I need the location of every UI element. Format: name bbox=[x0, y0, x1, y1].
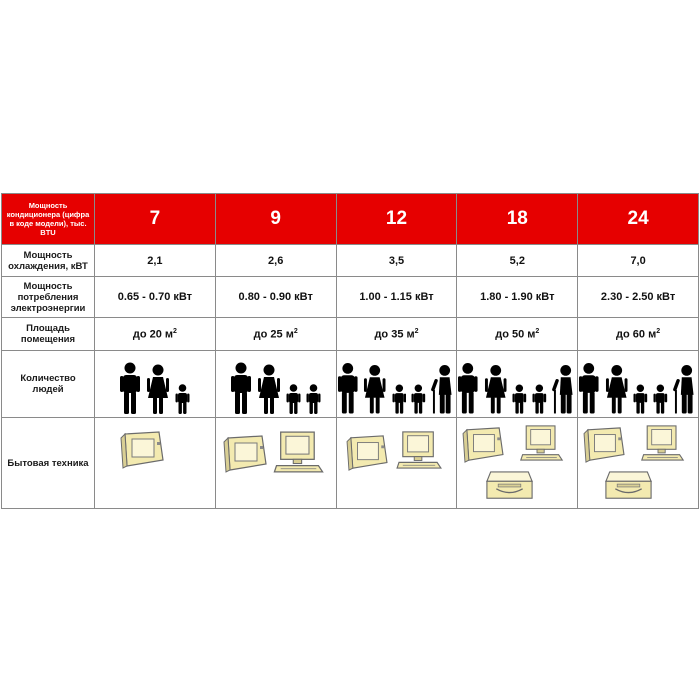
area-value: до 60 $м^2$ bbox=[578, 318, 699, 351]
man-icon bbox=[337, 362, 359, 414]
people-cell bbox=[336, 351, 457, 418]
tv-icon bbox=[222, 434, 268, 474]
area-value: до 25 $м^2$ bbox=[215, 318, 336, 351]
child-icon bbox=[532, 384, 547, 414]
cooling-label: Мощность охлаждения, кВТ bbox=[2, 245, 95, 277]
woman-icon bbox=[146, 364, 170, 414]
consumption-row bbox=[2, 277, 699, 318]
cooling-value: 5,2 bbox=[457, 245, 578, 277]
appliances-cell bbox=[215, 418, 336, 509]
child-icon bbox=[306, 384, 321, 414]
child-icon bbox=[633, 384, 648, 414]
consumption-value: 2.30 - 2.50 кВт bbox=[578, 277, 699, 318]
header-label: Мощность кондиционера (цифра в коде модели), тыс. BTU bbox=[2, 194, 95, 245]
cooling-row bbox=[2, 245, 699, 277]
model-24: 24 bbox=[578, 194, 699, 245]
area-row bbox=[2, 318, 699, 351]
appliances-cell bbox=[95, 418, 216, 509]
printer-icon bbox=[604, 470, 653, 502]
computer-icon bbox=[272, 430, 325, 474]
ac-power-table bbox=[1, 193, 699, 509]
model-9: 9 bbox=[215, 194, 336, 245]
area-value: до 20 $м^2$ bbox=[95, 318, 216, 351]
appliances-cell bbox=[336, 418, 457, 509]
people-label: Количество людей bbox=[2, 351, 95, 418]
cooling-value: 2,6 bbox=[215, 245, 336, 277]
appliances-cell bbox=[457, 418, 578, 509]
child-icon bbox=[392, 384, 407, 414]
consumption-value: 0.80 - 0.90 кВт bbox=[215, 277, 336, 318]
computer-icon bbox=[395, 430, 443, 470]
appliances-cell bbox=[578, 418, 699, 509]
man-icon bbox=[119, 362, 141, 414]
people-cell bbox=[95, 351, 216, 418]
man-icon bbox=[578, 362, 600, 414]
man-icon bbox=[457, 362, 479, 414]
elder-icon bbox=[552, 364, 577, 414]
model-18: 18 bbox=[457, 194, 578, 245]
consumption-value: 0.65 - 0.70 кВт bbox=[95, 277, 216, 318]
people-row bbox=[2, 351, 699, 418]
model-12: 12 bbox=[336, 194, 457, 245]
woman-icon bbox=[363, 364, 386, 414]
model-7: 7 bbox=[95, 194, 216, 245]
child-icon bbox=[512, 384, 527, 414]
header-row bbox=[2, 194, 699, 245]
woman-icon bbox=[605, 364, 628, 414]
woman-icon bbox=[257, 364, 281, 414]
man-icon bbox=[230, 362, 252, 414]
cooling-value: 2,1 bbox=[95, 245, 216, 277]
child-icon bbox=[286, 384, 301, 414]
consumption-value: 1.00 - 1.15 кВт bbox=[336, 277, 457, 318]
elder-icon bbox=[431, 364, 456, 414]
elder-icon bbox=[673, 364, 698, 414]
child-icon bbox=[653, 384, 668, 414]
computer-icon bbox=[519, 424, 564, 462]
people-cell bbox=[215, 351, 336, 418]
printer-icon bbox=[485, 470, 534, 502]
child-icon bbox=[411, 384, 426, 414]
child-icon bbox=[175, 384, 190, 414]
computer-icon bbox=[640, 424, 685, 462]
area-value: до 35 $м^2$ bbox=[336, 318, 457, 351]
cooling-value: 3,5 bbox=[336, 245, 457, 277]
tv-icon bbox=[582, 426, 626, 464]
consumption-label: Мощность потребления электроэнергии bbox=[2, 277, 95, 318]
area-label: Площадь помещения bbox=[2, 318, 95, 351]
appliances-label: Бытовая техника bbox=[2, 418, 95, 509]
tv-icon bbox=[119, 430, 165, 470]
tv-icon bbox=[345, 434, 389, 472]
appliances-row bbox=[2, 418, 699, 509]
woman-icon bbox=[484, 364, 507, 414]
people-cell bbox=[457, 351, 578, 418]
area-value: до 50 $м^2$ bbox=[457, 318, 578, 351]
cooling-value: 7,0 bbox=[578, 245, 699, 277]
people-cell bbox=[578, 351, 699, 418]
tv-icon bbox=[461, 426, 505, 464]
consumption-value: 1.80 - 1.90 кВт bbox=[457, 277, 578, 318]
